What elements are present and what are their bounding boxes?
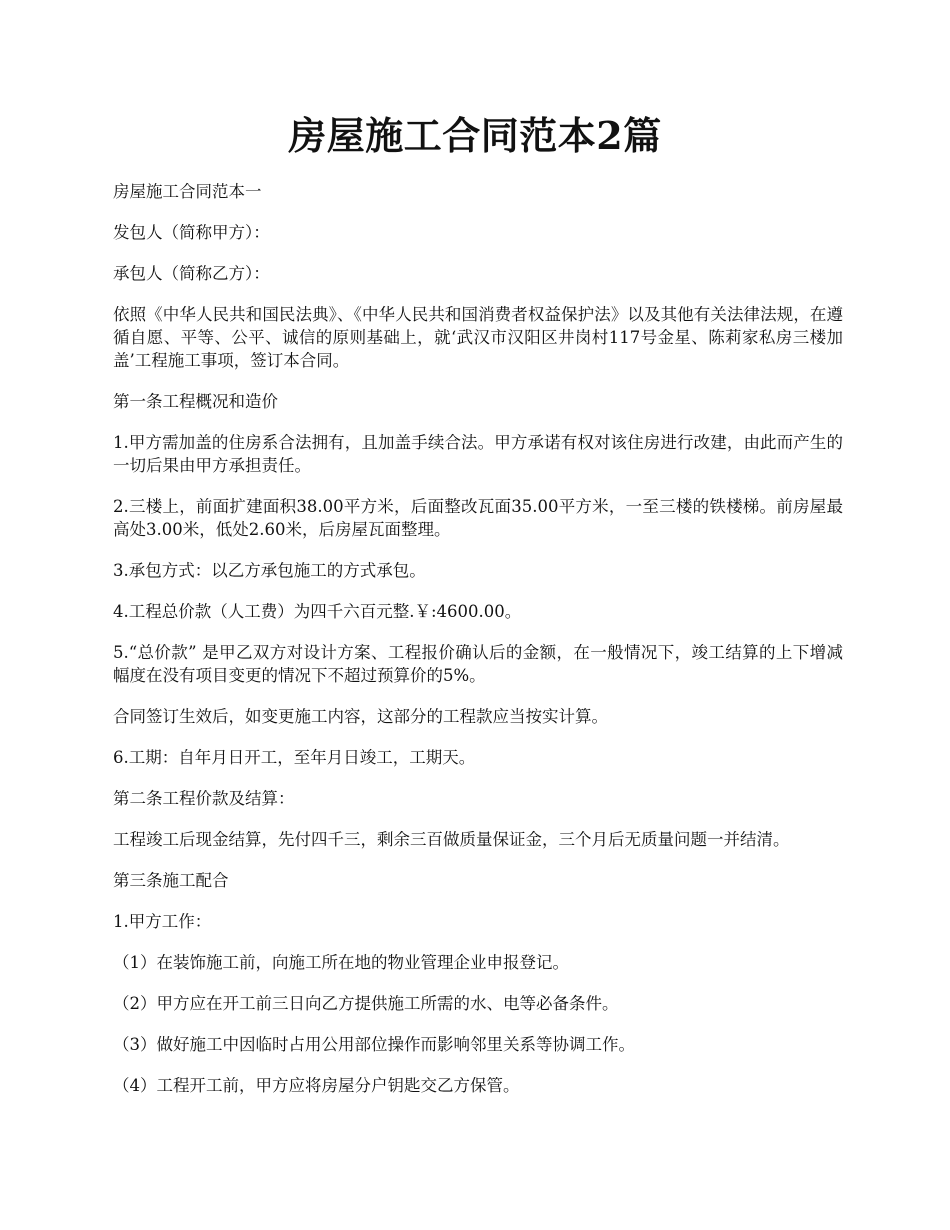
paragraph-sub-item-2: （2）甲方应在开工前三日向乙方提供施工所需的水、电等必备条件。 xyxy=(113,994,619,1013)
document-body xyxy=(113,180,843,1115)
paragraph-party-a-work: 1.甲方工作： xyxy=(113,912,212,931)
paragraph-party-b: 承包人（简称乙方）： xyxy=(113,264,270,283)
paragraph-item-6: 6.工期：自年月日开工，至年月日竣工，工期天。 xyxy=(113,748,476,767)
paragraph-sub-item-1: （1）在装饰施工前，向施工所在地的物业管理企业申报登记。 xyxy=(113,953,569,972)
paragraph-item-1: 1.甲方需加盖的住房系合法拥有，且加盖手续合法。甲方承诺有权对该住房进行改建，由此而产生的一切后果由甲方承担责任。 xyxy=(113,433,843,475)
paragraph-article-1-heading: 第一条工程概况和造价 xyxy=(113,392,278,411)
paragraph-item-2: 2.三楼上，前面扩建面积38.00平方米，后面整改瓦面35.00平方米，一至三楼的铁楼梯。前房屋最高处3.00米，低处2.60米，后房屋瓦面整理。 xyxy=(113,497,843,539)
paragraph-change-note: 合同签订生效后，如变更施工内容，这部分的工程款应当按实计算。 xyxy=(113,707,608,726)
paragraph-sub-item-3: （3）做好施工中因临时占用公用部位操作而影响邻里关系等协调工作。 xyxy=(113,1035,635,1054)
document-title: 房屋施工合同范本2篇 xyxy=(288,113,662,158)
paragraph-sub-item-4: （4）工程开工前，甲方应将房屋分户钥匙交乙方保管。 xyxy=(113,1076,520,1095)
paragraph-item-5: 5.“总价款” 是甲乙双方对设计方案、工程报价确认后的金额，在一般情况下，竣工结算的上下增减幅度在没有项目变更的情况下不超过预算价的5%。 xyxy=(113,643,843,685)
paragraph-contract-heading: 房屋施工合同范本一 xyxy=(113,182,262,201)
paragraph-article-2-heading: 第二条工程价款及结算： xyxy=(113,789,295,808)
paragraph-article-3-heading: 第三条施工配合 xyxy=(113,871,229,890)
paragraph-preamble: 依照《中华人民共和国民法典》、《中华人民共和国消费者权益保护法》以及其他有关法律法规，在遵循自愿、平等、公平、诚信的原则基础上，就‘武汉市汉阳区井岗村117号金星、陈莉家私房三楼加盖’工程施工事项，签订本合同。 xyxy=(113,305,843,370)
paragraph-item-3: 3.承包方式：以乙方承包施工的方式承包。 xyxy=(113,561,426,580)
paragraph-party-a: 发包人（简称甲方）： xyxy=(113,223,270,242)
paragraph-settlement: 工程竣工后现金结算，先付四千三，剩余三百做质量保证金，三个月后无质量问题一并结清。 xyxy=(113,830,790,849)
paragraph-item-4: 4.工程总价款（人工费）为四千六百元整.￥:4600.00。 xyxy=(113,602,522,621)
